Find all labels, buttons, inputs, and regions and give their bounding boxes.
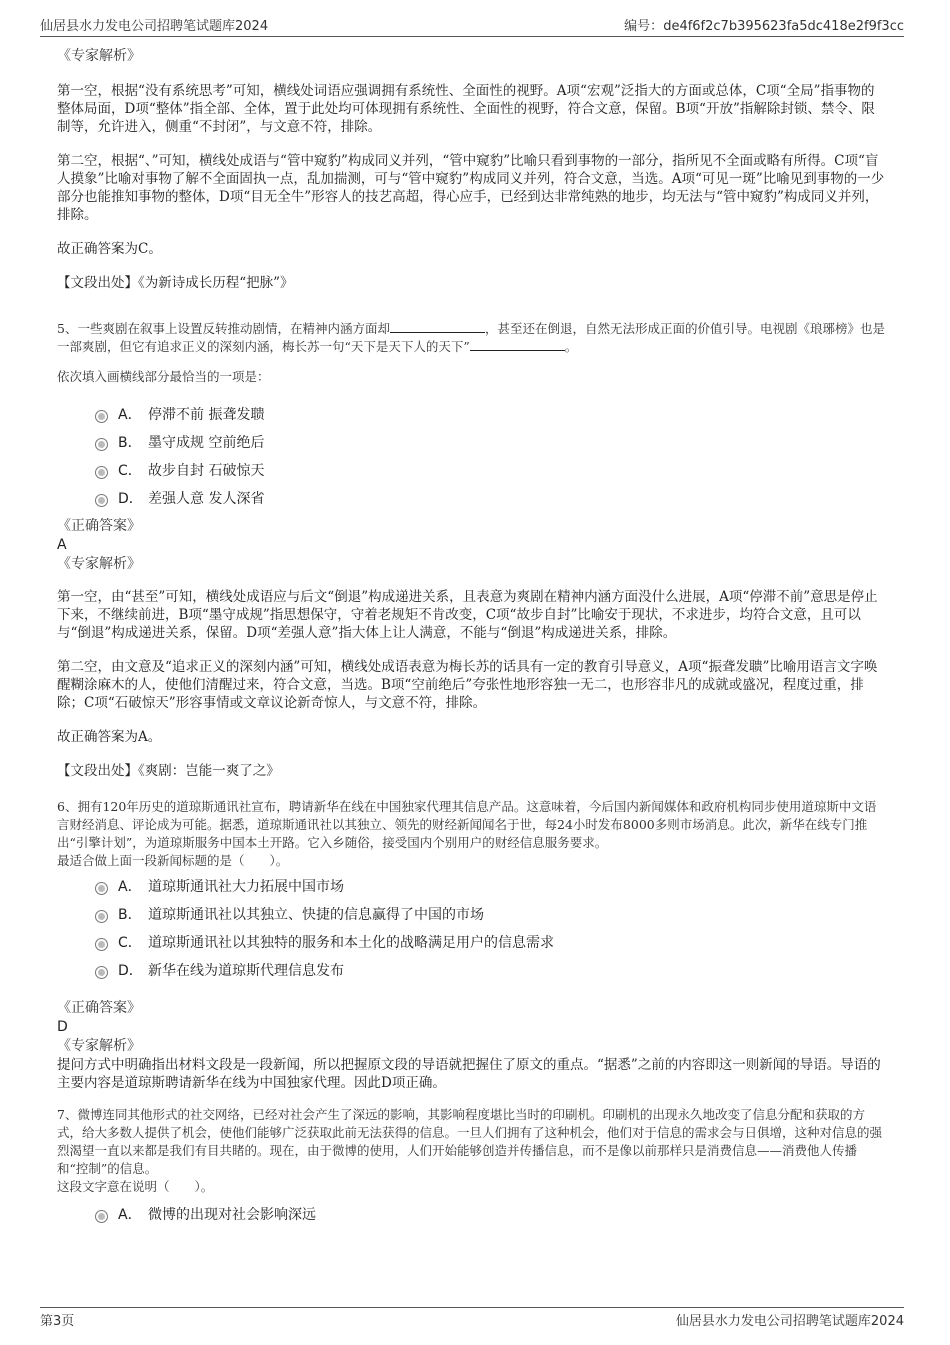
source-label: 【文段出处】 (57, 763, 138, 779)
option-text: 微博的出现对社会影响深远 (148, 1207, 316, 1223)
option-text: 道琼斯通讯社以其独特的服务和本土化的战略满足用户的信息需求 (148, 935, 554, 951)
option-letter: C． (118, 935, 142, 951)
radio-icon[interactable] (95, 466, 108, 479)
option-letter: C． (118, 463, 142, 479)
q5-options (57, 400, 887, 512)
option-text: 道琼斯通讯社大力拓展中国市场 (148, 879, 344, 895)
q5-stem-part-a: 5、一些爽剧在叙事上设置反转推动剧情，在精神内涵方面却 (57, 321, 390, 336)
code-label: 编号： (624, 19, 664, 34)
q4-conclusion: 故正确答案为C。 (57, 241, 162, 257)
q4-analysis-para2: 第二空，根据“、”可知，横线处成语与“管中窥豹”构成同义并列，“管中窥豹”比喻只看到事物的一部分，指所见不全面或略有所得。C项“盲人摸象”比喻对事物了解不全面固执一点，乱加揣测，可与“管中窥豹”构成同义并列，符合文意，当选。A项“可见一斑”比喻见到事物的一少部分也能推知事物的整体，D项“目无全牛”形容人的技艺高超，得心应手，已经到达非常纯熟的地步，均无法与“管中窥豹”构成同义并列，排除。 (57, 153, 885, 223)
q7-option-a[interactable] (95, 1200, 887, 1228)
source-title: 《爽剧：岂能一爽了之》 (138, 763, 280, 779)
option-letter: A． (118, 879, 142, 895)
q6-option-d[interactable] (95, 956, 887, 984)
q6-option-a[interactable] (95, 872, 887, 900)
correct-answer-label: 《正确答案》 (57, 518, 141, 534)
radio-icon[interactable] (95, 910, 108, 923)
option-letter: D． (118, 491, 143, 507)
q5-stem-part-b: ，甚至还在倒退，自然无法形成正面的价值引导。电视剧《琅琊榜》也是一部爽剧，但它有追求正义的深刻内涵，梅长苏一句“天下是天下人的天下” (57, 321, 885, 354)
source-title: 《为新诗成长历程“把脉”》 (138, 275, 294, 291)
q5-option-b[interactable] (95, 428, 887, 456)
q4-analysis-para1: 第一空，根据“没有系统思考”可知，横线处词语应强调拥有系统性、全面性的视野。A项“宏观”泛指大的方面或总体，C项“全局”指事物的整体局面，D项“整体”指全部、全体，置于此处均可体现拥有系统性、全面性的视野，符合文意，保留。B项“开放”指解除封锁、禁令、限制等，允许进入，侧重“不封闭”，与文意不符，排除。 (57, 83, 875, 135)
answer-blank-2 (470, 338, 565, 351)
code-value: de4f6f2c7b395623fa5dc418e2f9f3cc (663, 19, 904, 34)
q7-stem: 7、微博连同其他形式的社交网络，已经对社会产生了深远的影响，其影响程度堪比当时的印刷机。印刷机的出现永久地改变了信息分配和获取的方式，给大多数人提供了机会，使他们能够广泛获取此前无法获得的信息。一旦人们拥有了这种机会，他们对于信息的需求会与日俱增，这种对信息的强烈渴望一直以来都是我们有目共睹的。现在，由于微博的使用，人们开始能够创造并传播信息，而不是像以前那样只是消费信息——消费他人传播和“控制”的信息。 (57, 1107, 883, 1176)
page-number: 第3页 (40, 1313, 75, 1329)
q5-option-a[interactable] (95, 400, 887, 428)
option-letter: B． (118, 435, 142, 451)
footer-title: 仙居县水力发电公司招聘笔试题库2024 (675, 1313, 904, 1329)
header-title: 仙居县水力发电公司招聘笔试题库2024 (40, 19, 269, 34)
option-text: 道琼斯通讯社以其独立、快捷的信息赢得了中国的市场 (148, 907, 484, 923)
q6-option-b[interactable] (95, 900, 887, 928)
expert-analysis-label: 《专家解析》 (57, 556, 141, 572)
q7-prompt: 这段文字意在说明（ ）。 (57, 1179, 214, 1194)
radio-icon[interactable] (95, 438, 108, 451)
q6-prompt: 最适合做上面一段新闻标题的是（ ）。 (57, 853, 289, 868)
page-footer (40, 1307, 904, 1330)
radio-icon[interactable] (95, 938, 108, 951)
q5-answer: A (57, 537, 67, 553)
q5-conclusion: 故正确答案为A。 (57, 729, 162, 745)
q6-analysis: 提问方式中明确指出材料文段是一段新闻，所以把握原文段的导语就把握住了原文的重点。“据悉”之前的内容即这一则新闻的导语。导语的主要内容是道琼斯聘请新华在线为中国独家代理。因此D项正确。 (57, 1057, 881, 1091)
radio-icon[interactable] (95, 882, 108, 895)
q5-prompt: 依次填入画横线部分最恰当的一项是： (57, 369, 270, 384)
q4-source (57, 274, 887, 292)
q5-analysis-para2: 第二空，由文意及“追求正义的深刻内涵”可知，横线处成语表意为梅长苏的话具有一定的教育引导意义，A项“振聋发聩”比喻用语言文字唤醒糊涂麻木的人，使他们清醒过来，符合文意，当选。B项“空前绝后”夸张性地形容独一无二，也形容非凡的成就或盛况，程度过重，排除；C项“石破惊天”形容事情或文章议论新奇惊人，与文意不符，排除。 (57, 659, 878, 711)
radio-icon[interactable] (95, 410, 108, 423)
radio-icon[interactable] (95, 494, 108, 507)
q6-stem: 6、拥有120年历史的道琼斯通讯社宣布，聘请新华在线在中国独家代理其信息产品。这意味着，今后国内新闻媒体和政府机构同步使用道琼斯中文语言财经消息、评论成为可能。据悉，道琼斯通讯社以其独立、领先的财经新闻闻名于世，每24小时发布8000多则市场消息。此次，新华在线专门推出“引擎计划”，为道琼斯服务中国本土开路。它入乡随俗，接受国内个别用户的财经信息服务要求。 (57, 799, 877, 850)
expert-analysis-label: 《专家解析》 (57, 48, 141, 64)
radio-icon[interactable] (95, 966, 108, 979)
source-label: 【文段出处】 (57, 275, 138, 291)
option-letter: A． (118, 407, 142, 423)
q6-answer: D (57, 1019, 68, 1035)
answer-blank-1 (390, 320, 485, 333)
q5-analysis-para1: 第一空，由“甚至”可知，横线处成语应与后文“倒退”构成递进关系，且表意为爽剧在精神内涵方面没什么进展，A项“停滞不前”意思是停止下来，不继续前进，B项“墨守成规”指思想保守，守着老规矩不肯改变，C项“故步自封”比喻安于现状，不求进步，均符合文意，且可以与“倒退”构成递进关系，保留。D项“差强人意”指大体上让人满意，不能与“倒退”构成递进关系，排除。 (57, 589, 878, 641)
option-text: 墨守成规 空前绝后 (148, 435, 265, 451)
option-text: 故步自封 石破惊天 (148, 463, 265, 479)
q5-stem-part-c: 。 (564, 339, 578, 354)
page-content (57, 44, 887, 1228)
option-text: 新华在线为道琼斯代理信息发布 (148, 963, 344, 979)
option-letter: D． (118, 963, 143, 979)
q5-source (57, 762, 887, 780)
q5-stem (57, 320, 887, 356)
q6-option-c[interactable] (95, 928, 887, 956)
expert-analysis-label: 《专家解析》 (57, 1038, 141, 1054)
option-text: 差强人意 发人深省 (148, 491, 265, 507)
q6-options (57, 872, 887, 984)
q7-options (57, 1200, 887, 1228)
correct-answer-label: 《正确答案》 (57, 1000, 141, 1016)
option-letter: B． (118, 907, 142, 923)
option-letter: A． (118, 1207, 142, 1223)
q5-option-d[interactable] (95, 484, 887, 512)
option-text: 停滞不前 振聋发聩 (148, 407, 265, 423)
page-header (40, 10, 904, 37)
q5-option-c[interactable] (95, 456, 887, 484)
radio-icon[interactable] (95, 1210, 108, 1223)
document-code (624, 15, 904, 34)
